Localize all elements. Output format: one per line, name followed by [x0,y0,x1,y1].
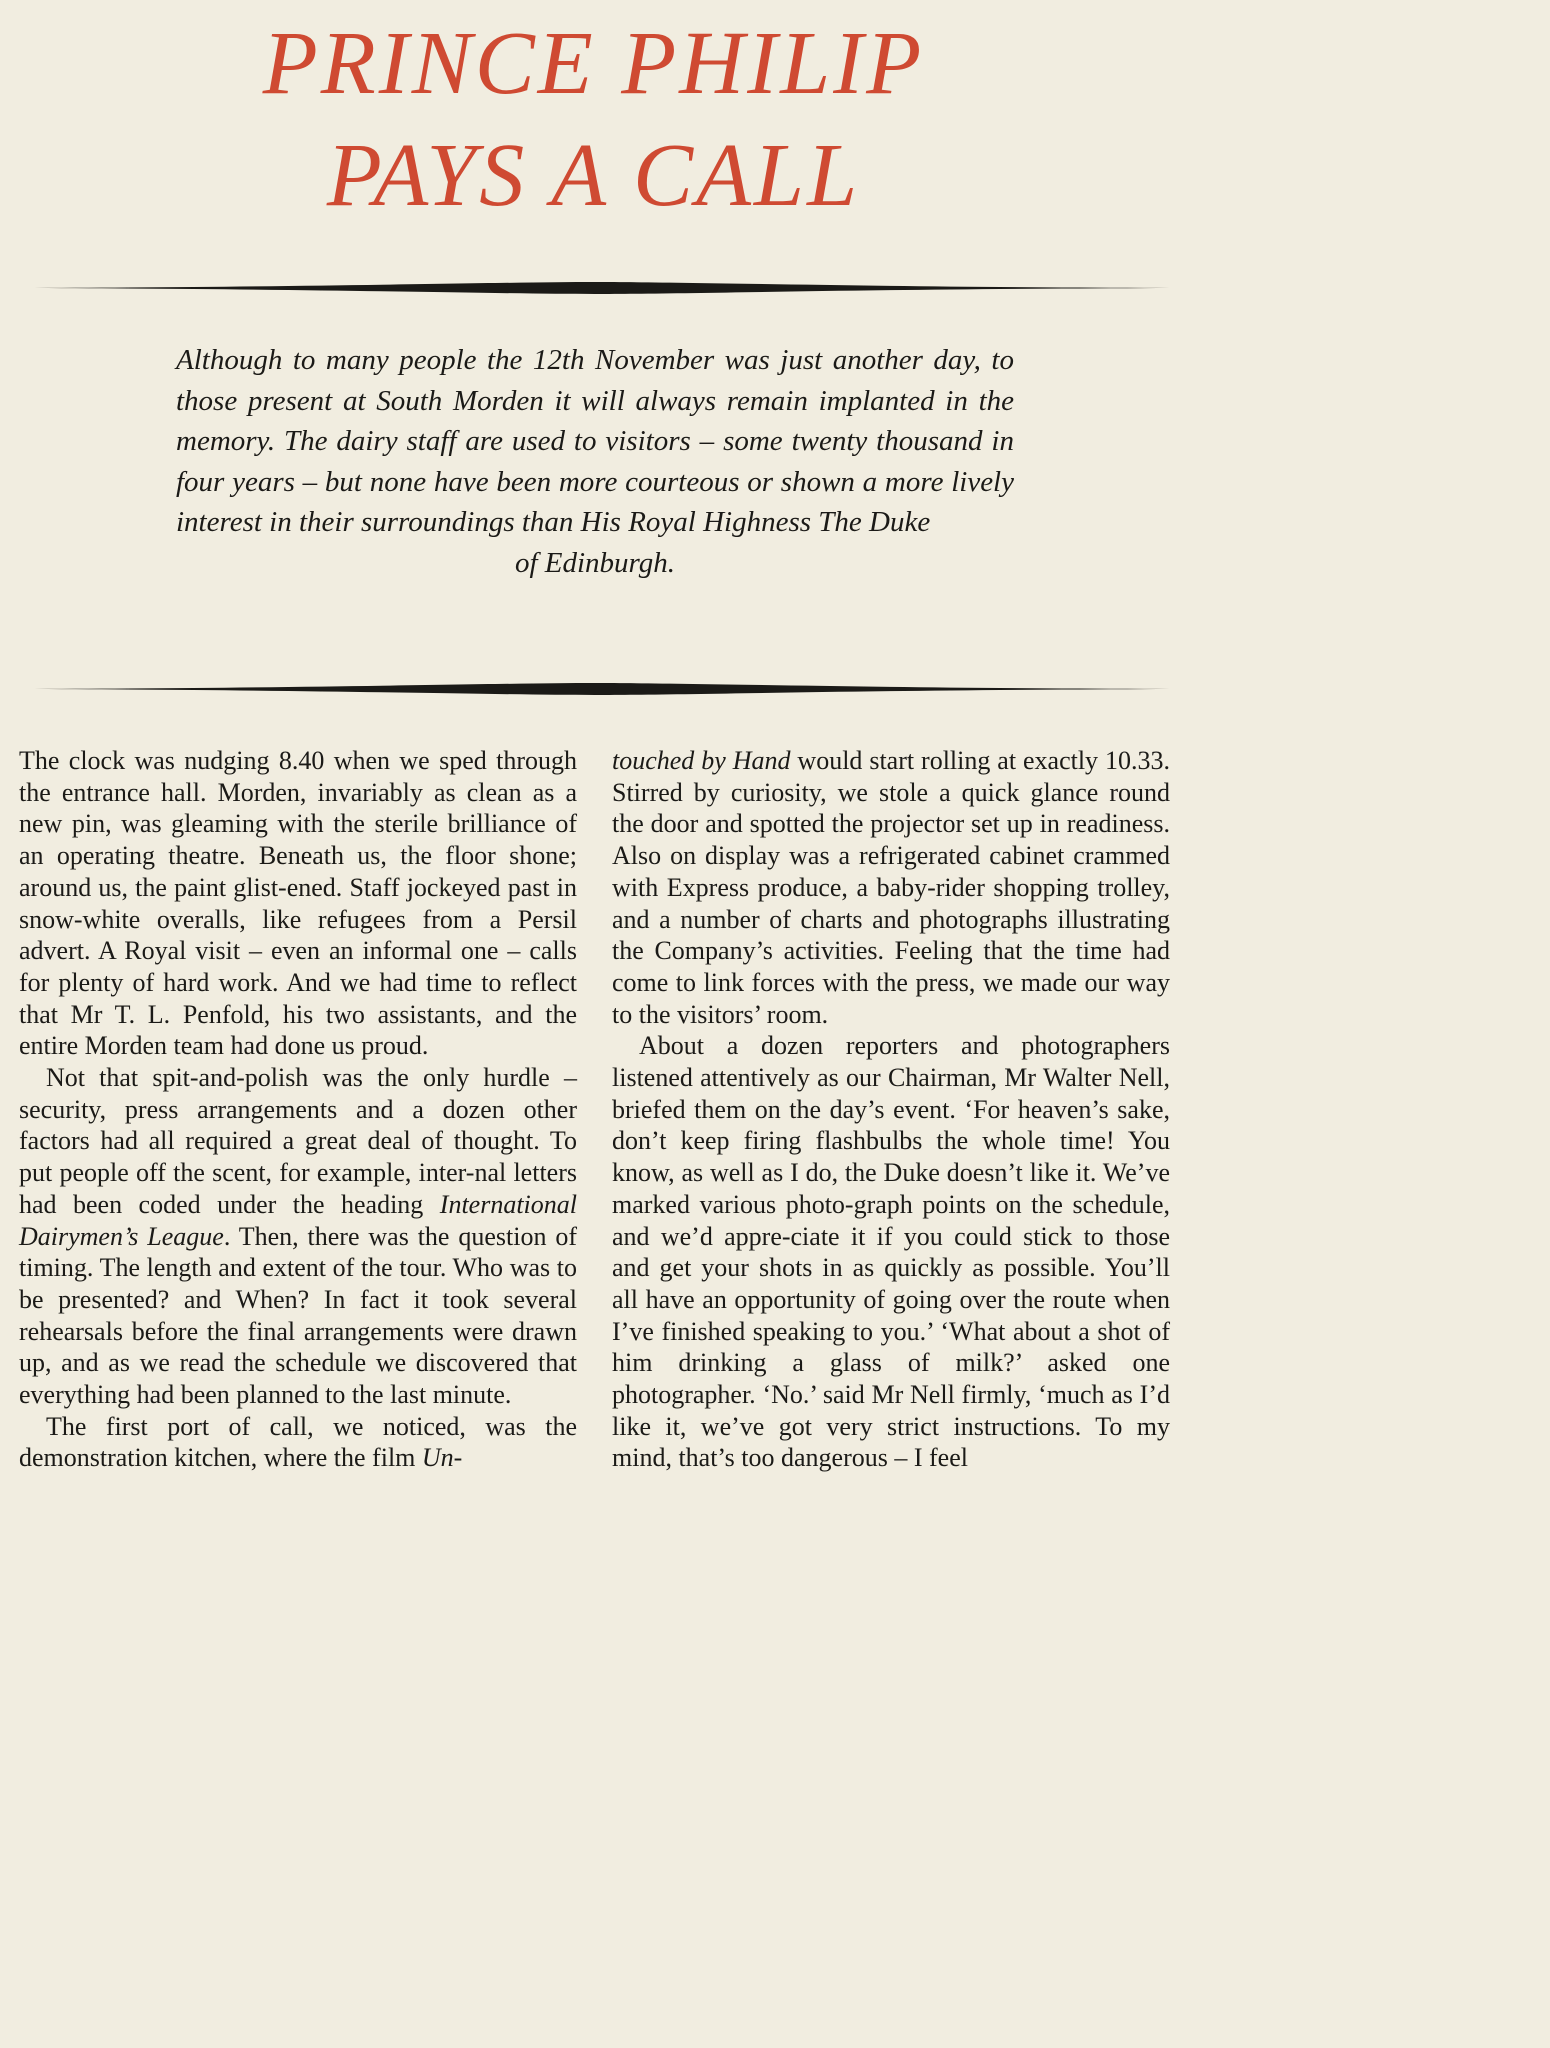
right-paragraph-1-b: would start rolling at exactly 10.33. Stirred by curiosity, we stole a quick glance round the door and spotted the projector set up in readiness. Also on display was a refrigerated cabinet crammed with Express produce, a baby-rider shopping trolley, and a number of charts and photographs illustrating the Company’s activities. Feeling that the time had come to link forces with the press, we made our way to the visitors’ room. [612,746,1170,1029]
film-title-end: touched by Hand [612,746,791,775]
league-name: International Dairymen’s League [19,1189,577,1251]
article-title [0,8,1187,232]
left-paragraph-3 [19,1411,577,1474]
left-paragraph-1: The clock was nudging 8.40 when we sped through the entrance hall. Morden, invariably as clean as a new pin, was gleaming with the sterile brilliance of an operating theatre. Beneath us, the floor shone; around us, the paint glist-ened. Staff jockeyed past in snow-white overalls, like refugees from a Persil advert. A Royal visit – even an informal one – calls for plenty of hard work. And we had time to reflect that Mr T. L. Penfold, his two assistants, and the entire Morden team had done us proud. [19,746,577,1061]
top-tapered-rule [20,281,1170,295]
bottom-tapered-rule [20,682,1170,696]
right-paragraph-2: About a dozen reporters and photographers listened attentively as our Chairman, Mr Walter Nell, briefed them on the day’s event. ‘For heaven’s sake, don’t keep firing flashbulbs the whole time! You know, as well as I do, the Duke doesn’t like it. We’ve marked various photo-graph points on the schedule, and we’d appre-ciate it if you could stick to those and get your shots in as quickly as possible. You’ll all have an opportunity of going over the route when I’ve finished speaking to you.’ ‘What about a shot of him drinking a glass of milk?’ asked one photographer. ‘No.’ said Mr Nell firmly, ‘much as I’d like it, we’ve got very strict instructions. To my mind, that’s too dangerous – I feel [612,1031,1170,1473]
left-paragraph-3-a: The first port of call, we noticed, was the demonstration kitchen, where the film [19,1411,577,1473]
left-column [19,745,577,1474]
left-paragraph-2-a: Not that spit-and-polish was the only hurdle – security, press arrangements and a dozen other factors had all required a great deal of thought. To put people off the scent, for example, inter-nal letters had been coded under the heading [19,1063,577,1219]
title-line-2: PAYS A CALL [326,126,861,225]
intro-text: Although to many people the 12th November was just another day, to those present at South Morden it will always remain implanted in the memory. The dairy staff are used to visitors – some twenty thousand in four years – but none have been more courteous or shown a more lively interest in their surroundings than His Royal Highness The Duke [176,344,1014,538]
left-paragraph-2 [19,1062,577,1411]
intro-paragraph [176,340,1014,583]
film-title-start: Un- [421,1443,463,1473]
right-paragraph-1 [612,745,1170,1030]
left-paragraph-2-b: . Then, there was the question of timing. The length and extent of the tour. Who was to be presented? and When? In fact it took several rehearsals before the final arrangements were drawn up, and as we read the schedule we discovered that everything had been planned to the last minute. [19,1221,577,1410]
right-column [612,745,1170,1474]
title-line-1: PRINCE PHILIP [262,14,925,113]
intro-last-line: of Edinburgh. [514,546,676,579]
